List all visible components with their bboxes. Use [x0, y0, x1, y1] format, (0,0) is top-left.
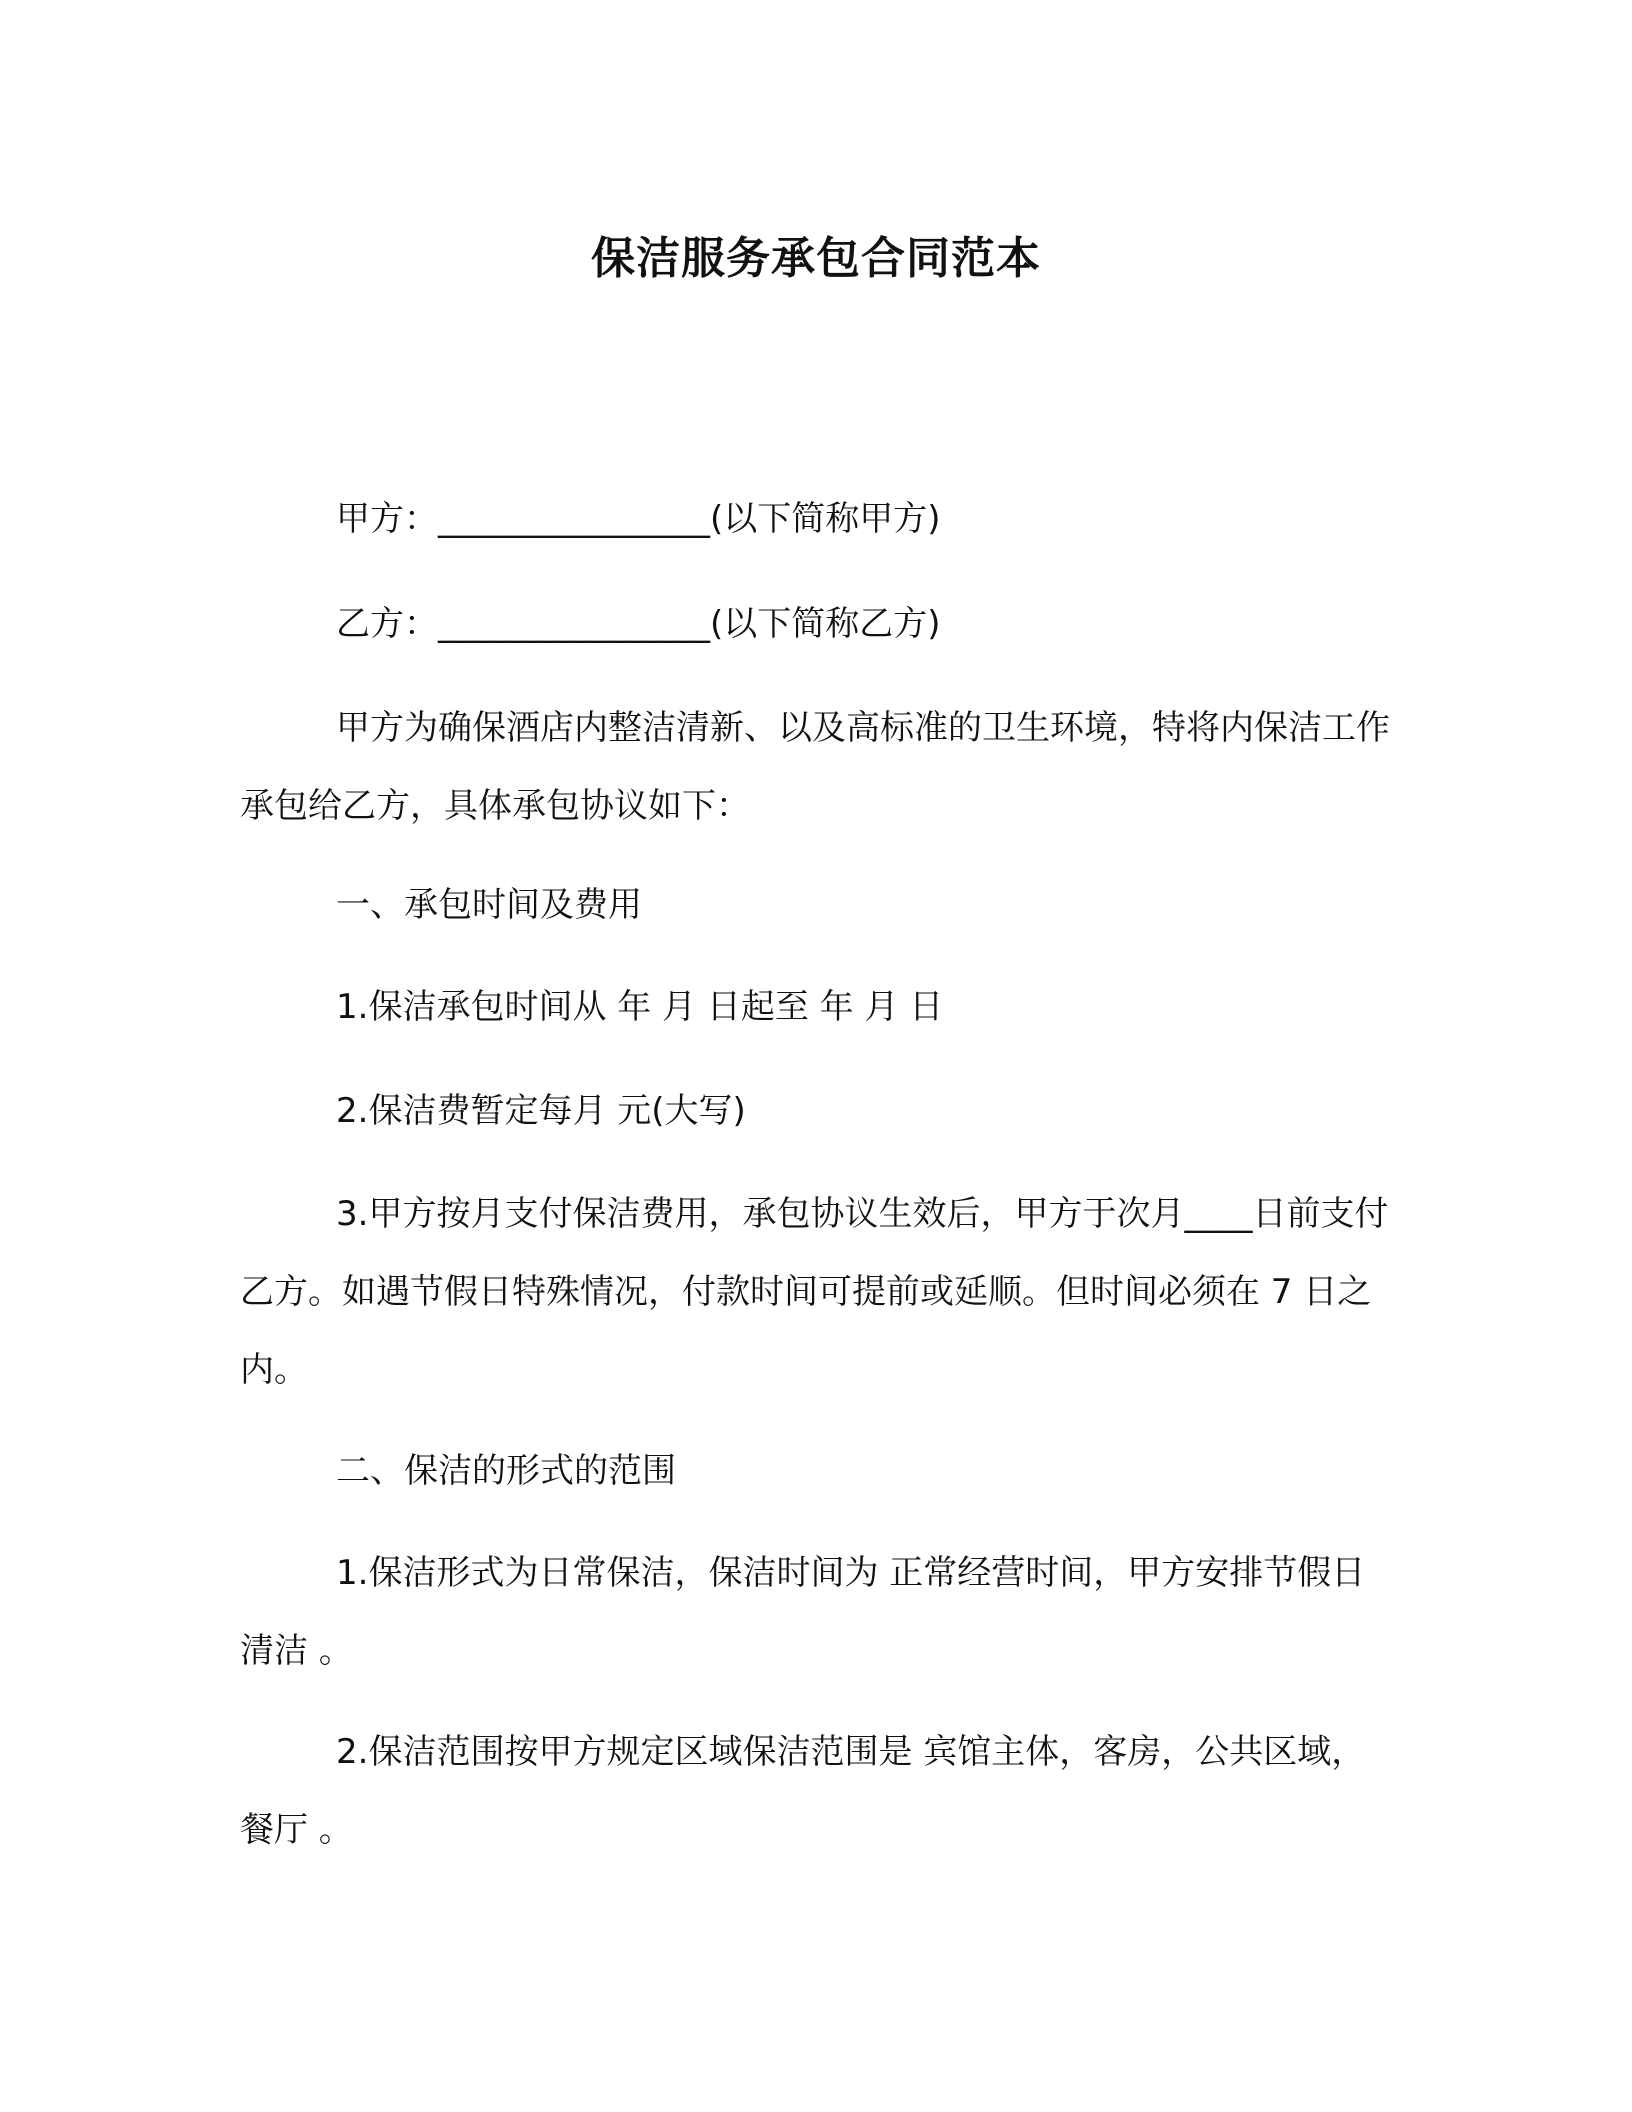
- section-2-heading: 二、保洁的形式的范围: [336, 1451, 676, 1491]
- section-1-item-1: 1.保洁承包时间从 年 月 日起至 年 月 日: [336, 987, 944, 1027]
- section-2-item-1: 1.保洁形式为日常保洁，保洁时间为 正常经营时间，甲方安排节假日清洁 。: [240, 1553, 1366, 1671]
- section-2-item-2: 2.保洁范围按甲方规定区域保洁范围是 宾馆主体，客房，公共区域，餐厅 。: [240, 1732, 1366, 1850]
- section-1-item-3: 3.甲方按月支付保洁费用，承包协议生效后，甲方于次月____日前支付乙方。如遇节假日特殊情况，付款时间可提前或延顺。但时间必须在 7 日之内。: [240, 1194, 1389, 1390]
- party-b-line: 乙方：________________(以下简称乙方): [336, 604, 941, 644]
- intro-paragraph: 甲方为确保酒店内整洁清新、以及高标准的卫生环境，特将内保洁工作承包给乙方，具体承包协议如下：: [240, 708, 1390, 826]
- section-1-item-2: 2.保洁费暂定每月 元(大写): [336, 1091, 746, 1131]
- party-a-line: 甲方：________________(以下简称甲方): [336, 499, 941, 539]
- section-1-heading: 一、承包时间及费用: [336, 885, 642, 925]
- document-title: 保洁服务承包合同范本: [591, 233, 1041, 284]
